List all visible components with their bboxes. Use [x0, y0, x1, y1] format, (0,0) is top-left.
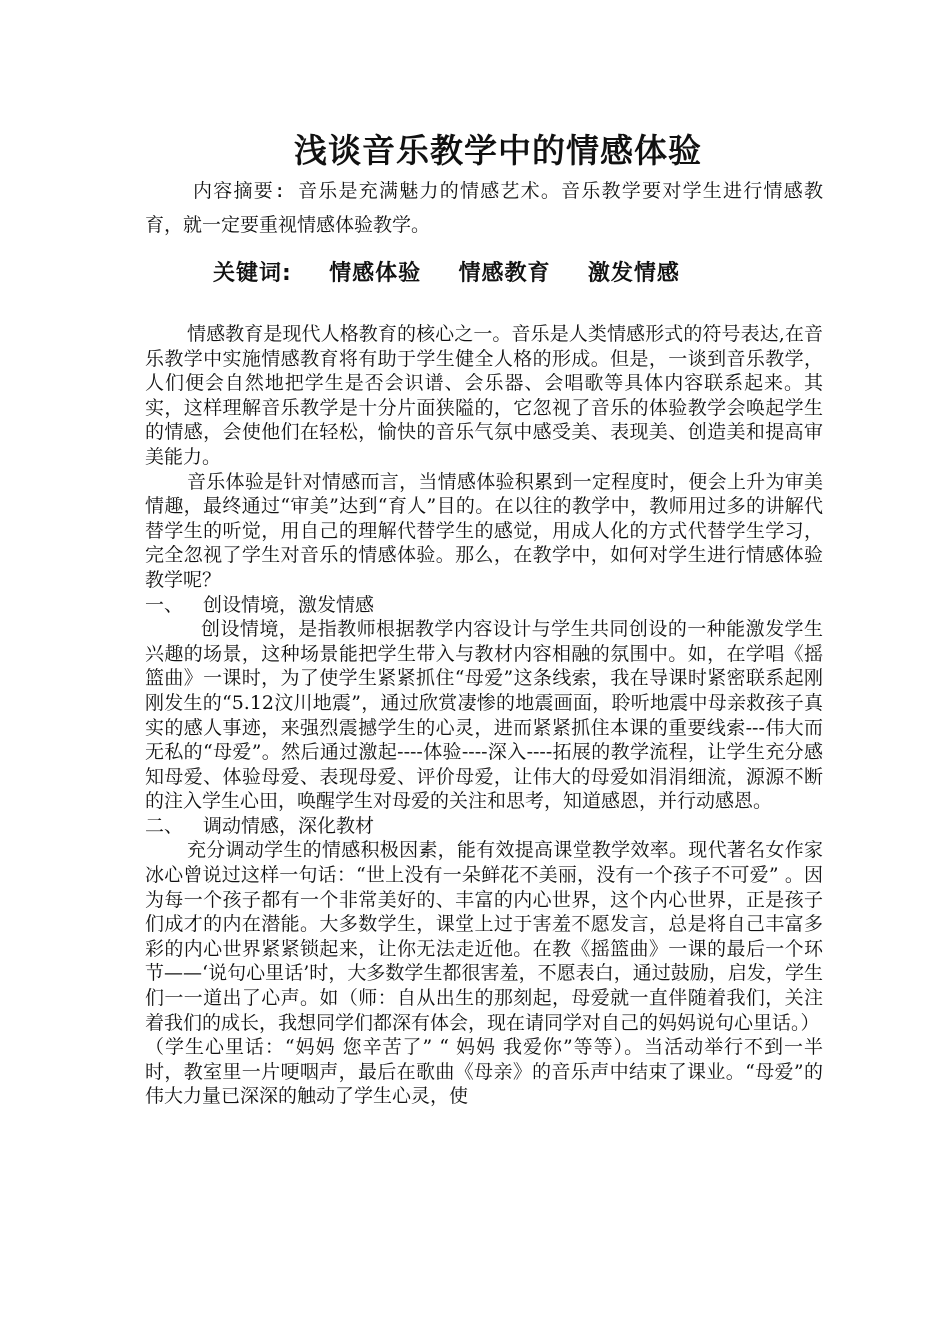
keyword-3: 激发情感	[587, 261, 680, 286]
document-title: 浅谈音乐教学中的情感体验	[294, 131, 702, 170]
section-2-paragraph: 充分调动学生的情感积极因素，能有效提高课堂教学效率。现代著名女作家冰心曾说过这样一句话：“世上没有一朵鲜花不美丽，没有一个孩子不可爱” 。因为每一个孩子都有一个非常美好的、丰富的内心世界，这个内心世界，正是孩子们成才的内在潜能。大多数学生，课堂上过于害羞不愿发言，总是将自己丰富多彩的内心世界紧紧锁起来，让你无法走近他。在教《摇篮曲》一课的最后一个环节——‘说句心里话’时，大多数学生都很害羞，不愿表白，通过鼓励，启发，学生们一一道出了心声。如（师：自从出生的那刻起，母爱就一直伴随着我们，关注着我们的成长，我想同学们都深有体会，现在请同学对自己的妈妈说句心里话。）	[145, 839, 823, 1034]
section-2-heading	[145, 814, 823, 839]
document-body	[145, 322, 823, 1109]
keywords-line	[145, 254, 823, 294]
document-page	[145, 128, 823, 1109]
section-1-number: 一、	[145, 593, 184, 616]
keyword-1: 情感体验	[329, 261, 422, 286]
keywords-label: 关键词:	[213, 261, 292, 286]
paragraph-intro-2: 音乐体验是针对情感而言，当情感体验积累到一定程度时，便会上升为审美情趣，最终通过“审美”达到“育人”目的。在以往的教学中，教师用过多的讲解代替学生的听觉，用自己的理解代替学生的感觉，用成人化的方式代替学生学习，完全忽视了学生对音乐的情感体验。那么，在教学中，如何对学生进行情感体验教学呢？	[145, 470, 823, 591]
keyword-2: 情感教育	[458, 261, 551, 286]
paragraph-intro-1: 情感教育是现代人格教育的核心之一。音乐是人类情感形式的符号表达,在音乐教学中实施情感教育将有助于学生健全人格的形成。但是，一谈到音乐教学，人们便会自然地把学生是否会识谱、会乐器、会唱歌等具体内容联系起来。其实，这样理解音乐教学是十分片面狭隘的，它忽视了音乐的体验教学会唤起学生的情感，会使他们在轻松，愉快的音乐气氛中感受美、表现美、创造美和提高审美能力。	[145, 323, 823, 468]
section-2-title: 调动情感，深化教材	[203, 814, 375, 837]
section-1-paragraph: 创设情境，是指教师根据教学内容设计与学生共同创设的一种能激发学生兴趣的场景，这种场景能把学生带入与教材内容相融的氛围中。如，在学唱《摇篮曲》一课时，为了使学生紧紧抓住“母爱”这条线索，我在导课时紧密联系起刚刚发生的“5.12汶川地震”，通过欣赏凄惨的地震画面，聆听地震中母亲救孩子真实的感人事迹，来强烈震撼学生的心灵，进而紧紧抓住本课的重要线索---伟大而无私的“母爱”。然后通过激起----体验----深入----拓展的教学流程，让学生充分感知母爱、体验母爱、表现母爱、评价母爱，让伟大的母爱如涓涓细流，源源不断的注入学生心田，唤醒学生对母爱的关注和思考，知道感恩，并行动感恩。	[145, 618, 823, 813]
section-1-heading	[145, 593, 823, 618]
abstract: 内容摘要: 音乐是充满魅力的情感艺术。音乐教学要对学生进行情感教育，就一定要重视情感体验教学。	[145, 180, 823, 236]
section-1-title: 创设情境，激发情感	[203, 593, 375, 616]
section-2-paragraph-2: （学生心里话：“妈妈 您辛苦了” “ 妈妈 我爱你”等等）。当活动举行不到一半时，教室里一片哽咽声，最后在歌曲《母亲》的音乐声中结束了课业。“母爱”的伟大力量已深深的触动了学生心灵，使	[145, 1036, 823, 1108]
section-2-number: 二、	[145, 814, 184, 837]
